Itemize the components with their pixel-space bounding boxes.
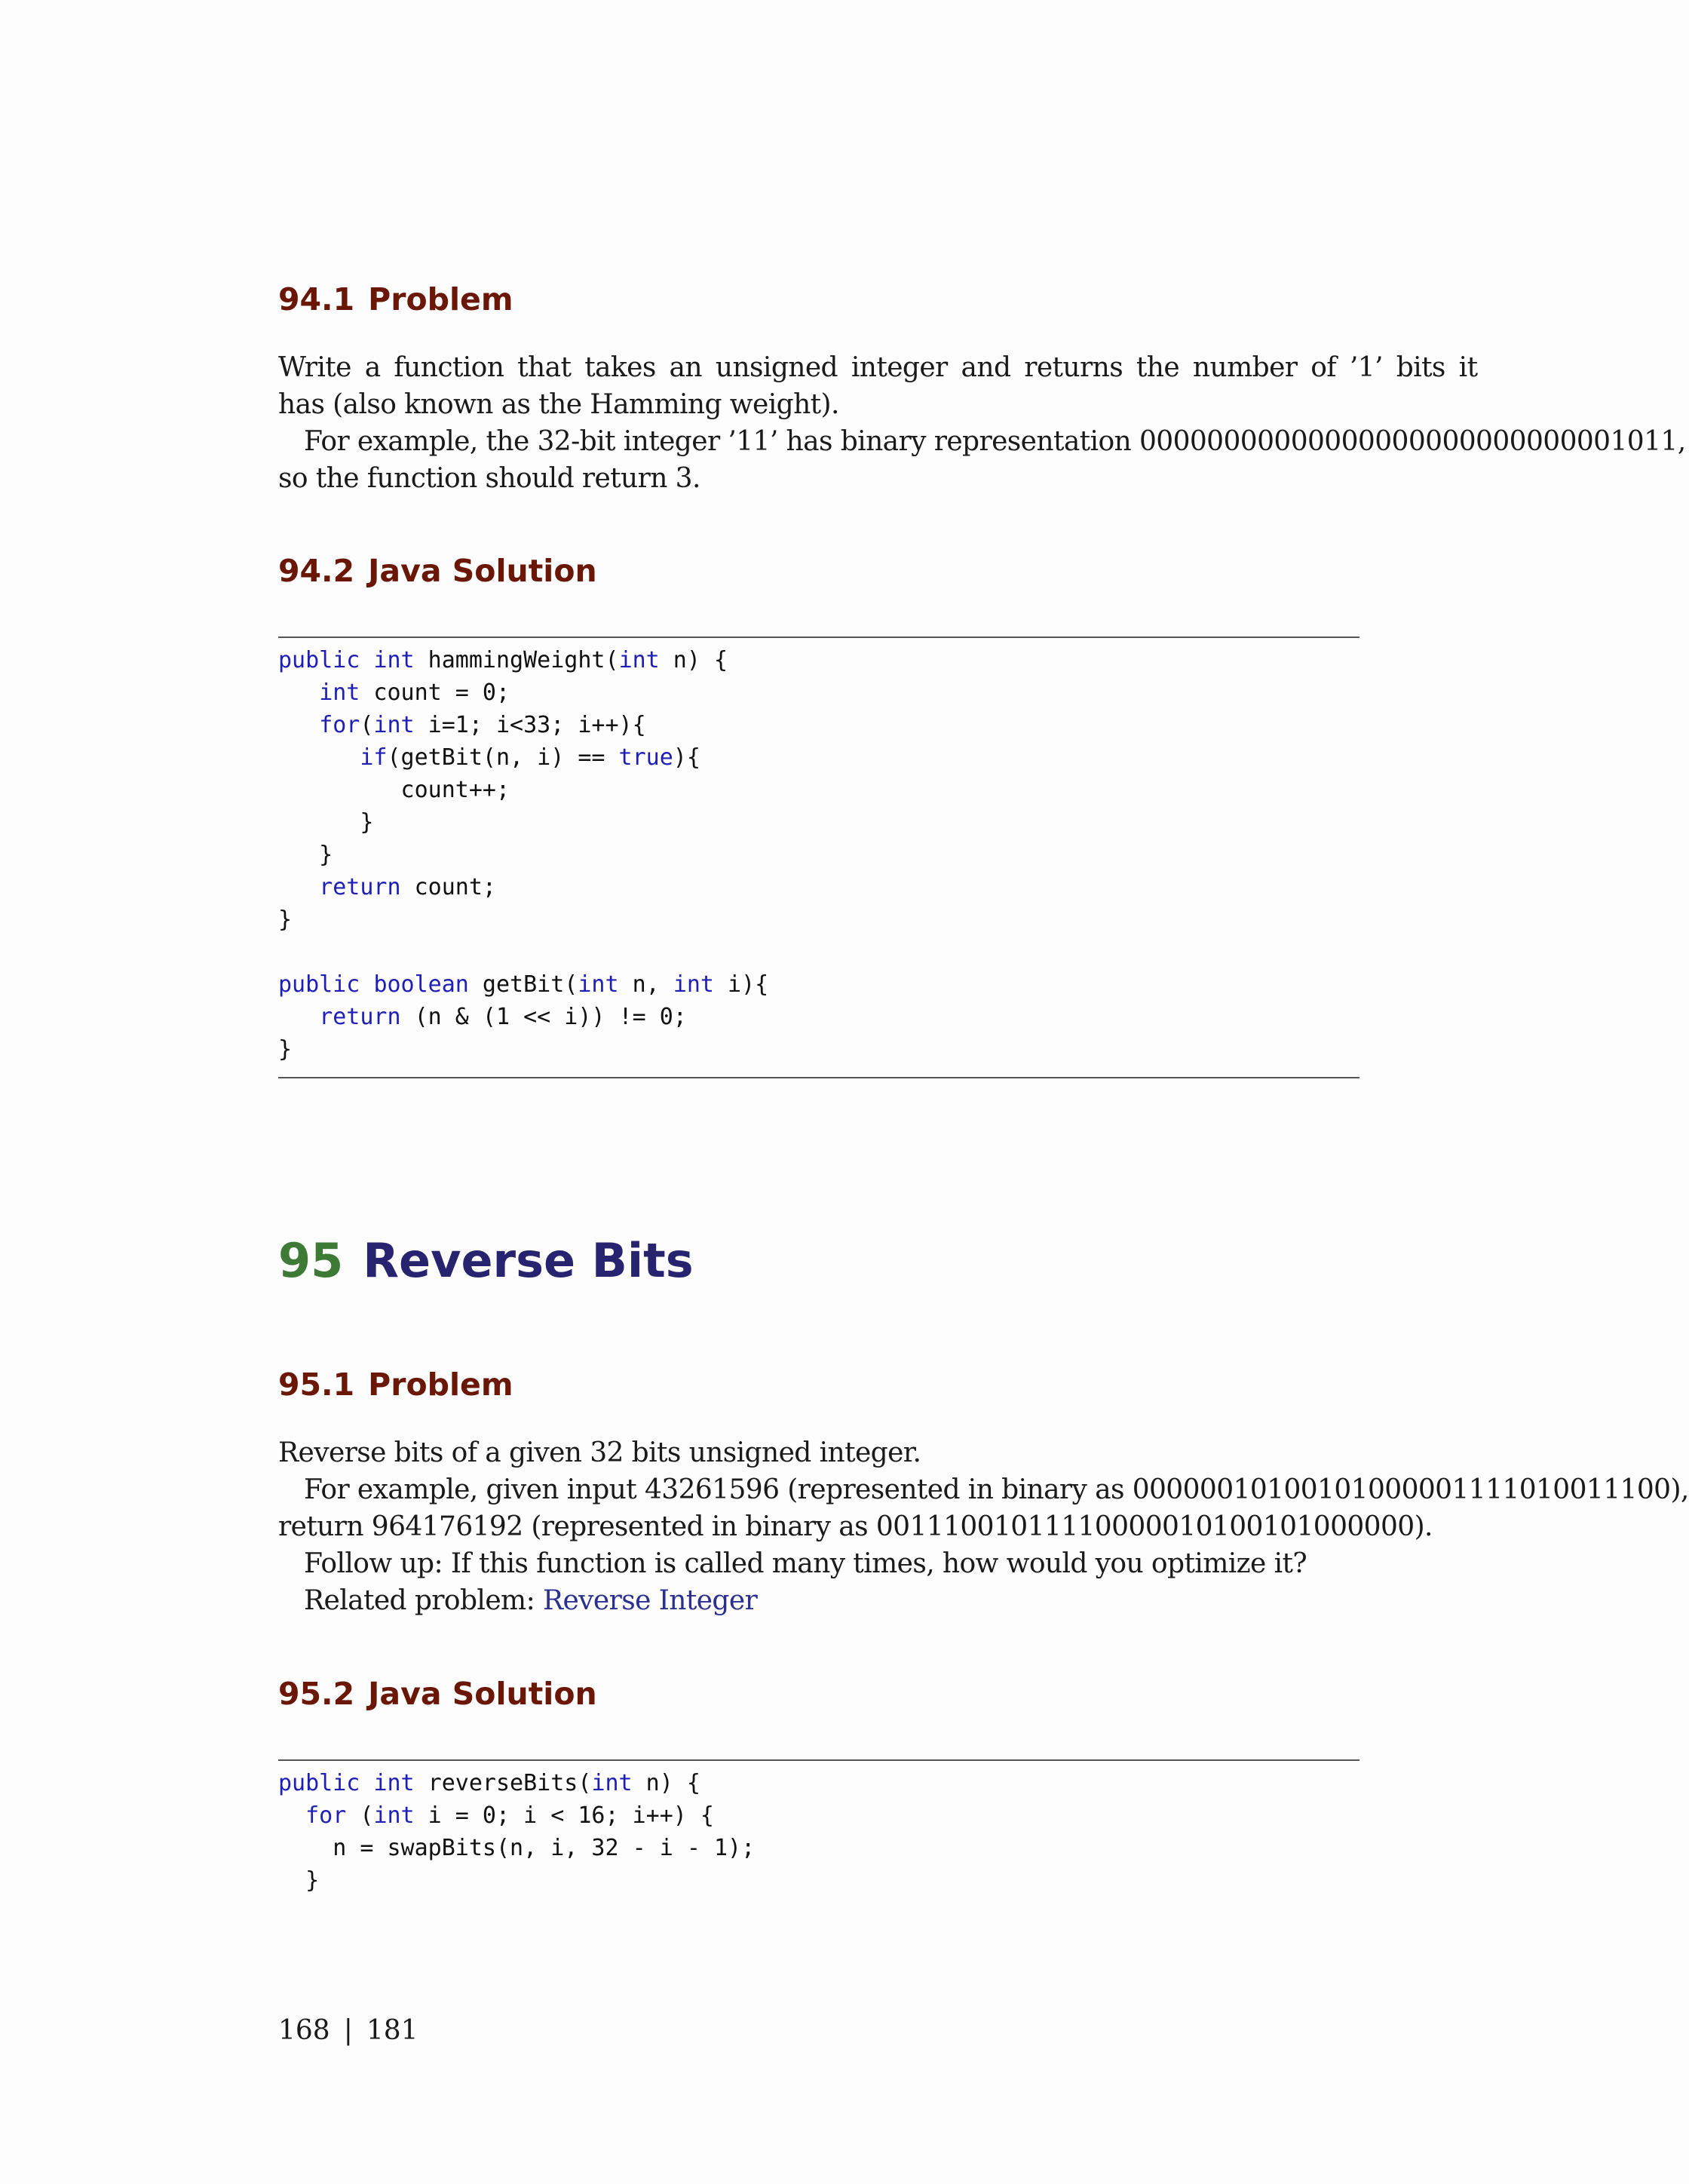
- code-text: }: [278, 1867, 320, 1894]
- section-title: Problem: [368, 1367, 513, 1403]
- code-keyword: int: [373, 712, 415, 738]
- page-separator: |: [343, 2015, 353, 2046]
- code-text: count++;: [278, 777, 510, 803]
- code-text: i){: [714, 971, 769, 998]
- code-line: [278, 1799, 755, 1832]
- code-text: [278, 874, 319, 900]
- code-keyword: public: [278, 1770, 360, 1796]
- code-text: n,: [618, 971, 673, 998]
- code-line: [278, 968, 768, 1001]
- code-keyword: int: [618, 647, 660, 673]
- code-text: count = 0;: [360, 679, 510, 706]
- section-heading-94-1: [278, 281, 513, 317]
- chapter-heading-95: [278, 1233, 694, 1288]
- section-number: 94.1: [278, 281, 355, 317]
- code-bottom-rule: [278, 1077, 1359, 1078]
- section-heading-95-2: [278, 1676, 597, 1712]
- code-top-rule: [278, 636, 1359, 638]
- code-keyword: int: [591, 1770, 633, 1796]
- code-keyword: int: [578, 971, 619, 998]
- problem-95-text: [278, 1434, 1689, 1619]
- related-problem-line: [278, 1582, 1689, 1619]
- code-keyword: public: [278, 971, 360, 998]
- code-line: [278, 644, 768, 676]
- code-keyword: public: [278, 647, 360, 673]
- text-line: Follow up: If this function is called many times, how would you optimize it?: [304, 1548, 1307, 1579]
- code-keyword: if: [360, 744, 388, 771]
- text-line: Write a function that takes an unsigned integer and returns the number of ’1’ bits it: [278, 352, 1478, 383]
- code-line: [278, 1033, 768, 1066]
- code-keyword: for: [305, 1802, 347, 1829]
- code-block-reverse-bits: [278, 1767, 755, 1897]
- code-text: [360, 971, 373, 998]
- current-page-number: 168: [278, 2015, 330, 2046]
- code-line: [278, 709, 768, 741]
- chapter-number: 95: [278, 1233, 344, 1288]
- code-line: [278, 1767, 755, 1799]
- code-text: }: [278, 809, 374, 836]
- page-footer: [278, 2015, 418, 2046]
- text-line: Reverse bits of a given 32 bits unsigned integer.: [278, 1437, 921, 1468]
- code-line: [278, 1832, 755, 1864]
- code-keyword: return: [319, 874, 401, 900]
- code-text: }: [278, 842, 333, 868]
- code-line: [278, 676, 768, 709]
- section-title: Java Solution: [368, 1676, 597, 1712]
- problem-94-text: [278, 349, 1686, 497]
- code-text: [278, 1802, 305, 1829]
- code-keyword: for: [319, 712, 360, 738]
- code-keyword: int: [373, 647, 415, 673]
- related-label: Related problem:: [304, 1585, 543, 1616]
- code-text: i = 0; i < 16; i++) {: [414, 1802, 714, 1829]
- code-keyword: true: [618, 744, 673, 771]
- code-text: [360, 647, 373, 673]
- code-text: }: [278, 906, 293, 933]
- code-text: n) {: [659, 647, 728, 673]
- code-line: [278, 741, 768, 774]
- code-text: ){: [673, 744, 700, 771]
- section-title: Problem: [368, 281, 513, 317]
- code-text: (: [346, 1802, 374, 1829]
- code-line: [278, 871, 768, 903]
- section-number: 95.1: [278, 1367, 355, 1403]
- text-line: so the function should return 3.: [278, 463, 700, 494]
- total-page-count: 181: [366, 2015, 418, 2046]
- code-top-rule: [278, 1759, 1359, 1761]
- section-heading-95-1: [278, 1367, 513, 1403]
- code-block-hamming-weight: [278, 644, 768, 1066]
- code-text: [278, 744, 360, 771]
- text-line: has (also known as the Hamming weight).: [278, 389, 839, 420]
- code-text: count;: [400, 874, 496, 900]
- code-keyword: int: [373, 1802, 415, 1829]
- code-line: [278, 806, 768, 839]
- code-keyword: return: [319, 1004, 401, 1030]
- code-keyword: int: [319, 679, 360, 706]
- text-line: return 964176192 (represented in binary as 00111001011110000010100101000000).: [278, 1511, 1433, 1542]
- code-text: (getBit(n, i) ==: [387, 744, 619, 771]
- code-line: [278, 903, 768, 936]
- code-text: (n & (1 << i)) != 0;: [400, 1004, 687, 1030]
- code-text: n) {: [632, 1770, 700, 1796]
- section-number: 94.2: [278, 553, 355, 589]
- code-text: i=1; i<33; i++){: [414, 712, 646, 738]
- code-keyword: int: [373, 1770, 415, 1796]
- code-text: (: [360, 712, 374, 738]
- text-line: For example, the 32-bit integer ’11’ has binary representation 00000000000000000000000000001011,: [304, 426, 1686, 457]
- code-text: hammingWeight(: [414, 647, 619, 673]
- code-line: [278, 839, 768, 871]
- chapter-title: Reverse Bits: [363, 1233, 694, 1288]
- code-text: getBit(: [468, 971, 578, 998]
- code-text: n = swapBits(n, i, 32 - i - 1);: [278, 1835, 756, 1861]
- code-text: }: [278, 1036, 293, 1063]
- code-line: [278, 1001, 768, 1033]
- code-text: reverseBits(: [414, 1770, 592, 1796]
- text-line: For example, given input 43261596 (represented in binary as 00000010100101000001111010011100),: [304, 1474, 1689, 1505]
- section-heading-94-2: [278, 553, 597, 589]
- related-problem-link[interactable]: Reverse Integer: [542, 1585, 758, 1616]
- code-line: [278, 936, 768, 968]
- code-text: [360, 1770, 373, 1796]
- code-keyword: int: [673, 971, 714, 998]
- section-number: 95.2: [278, 1676, 355, 1712]
- code-text: [278, 712, 319, 738]
- code-line: [278, 774, 768, 806]
- section-title: Java Solution: [368, 553, 597, 589]
- code-line: [278, 1864, 755, 1897]
- code-text: [278, 679, 319, 706]
- code-keyword: boolean: [373, 971, 469, 998]
- code-text: [278, 1004, 319, 1030]
